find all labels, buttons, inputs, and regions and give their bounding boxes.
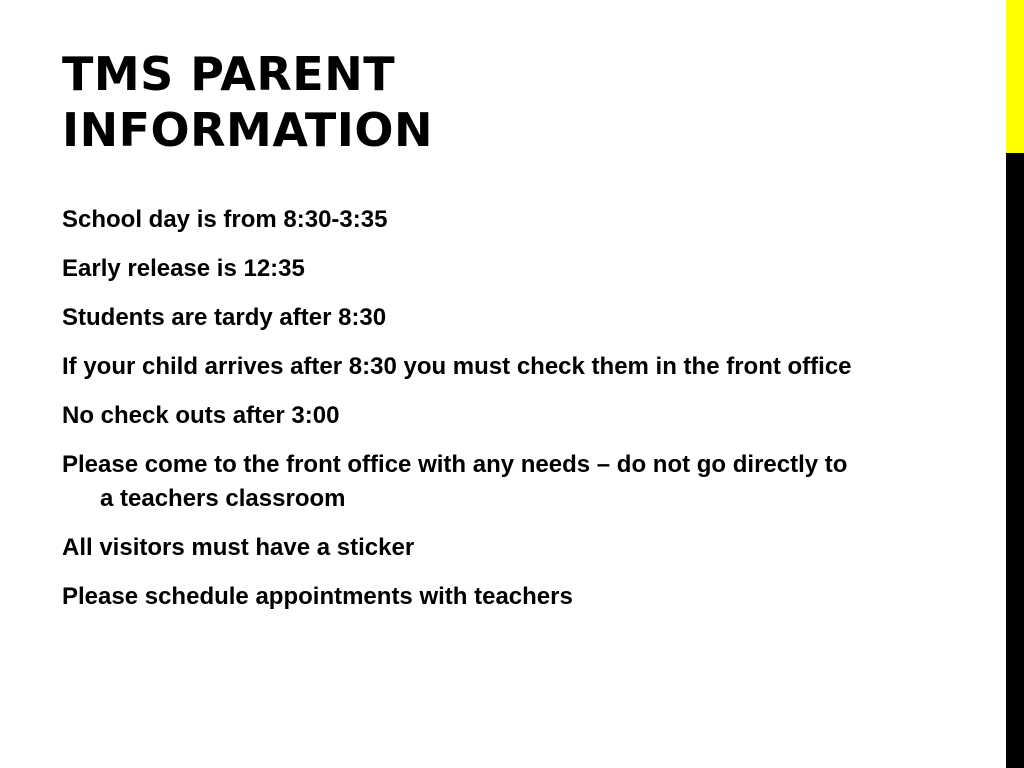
slide-title-line-2: INFORMATION: [62, 103, 433, 157]
bullet-front-office: Please come to the front office with any needs – do not go directly to a teachers classroom: [62, 451, 848, 512]
bullet-late-arrival: If your child arrives after 8:30 you must check them in the front office: [62, 353, 852, 380]
slide-title: [62, 46, 942, 158]
bullet-early-release: Early release is 12:35: [62, 255, 305, 282]
bullet-tardy: Students are tardy after 8:30: [62, 304, 387, 331]
bullet-visitors: All visitors must have a sticker: [62, 534, 415, 561]
bullet-list: [62, 203, 862, 629]
bullet-school-day: School day is from 8:30-3:35: [62, 206, 388, 233]
bullet-check-outs: No check outs after 3:00: [62, 402, 340, 429]
side-accent-black: [1006, 153, 1024, 768]
slide-title-line-1: TMS PARENT: [62, 47, 396, 101]
bullet-appointments: Please schedule appointments with teachers: [62, 583, 573, 610]
side-accent-bar: [1006, 0, 1024, 768]
side-accent-yellow: [1006, 0, 1024, 153]
